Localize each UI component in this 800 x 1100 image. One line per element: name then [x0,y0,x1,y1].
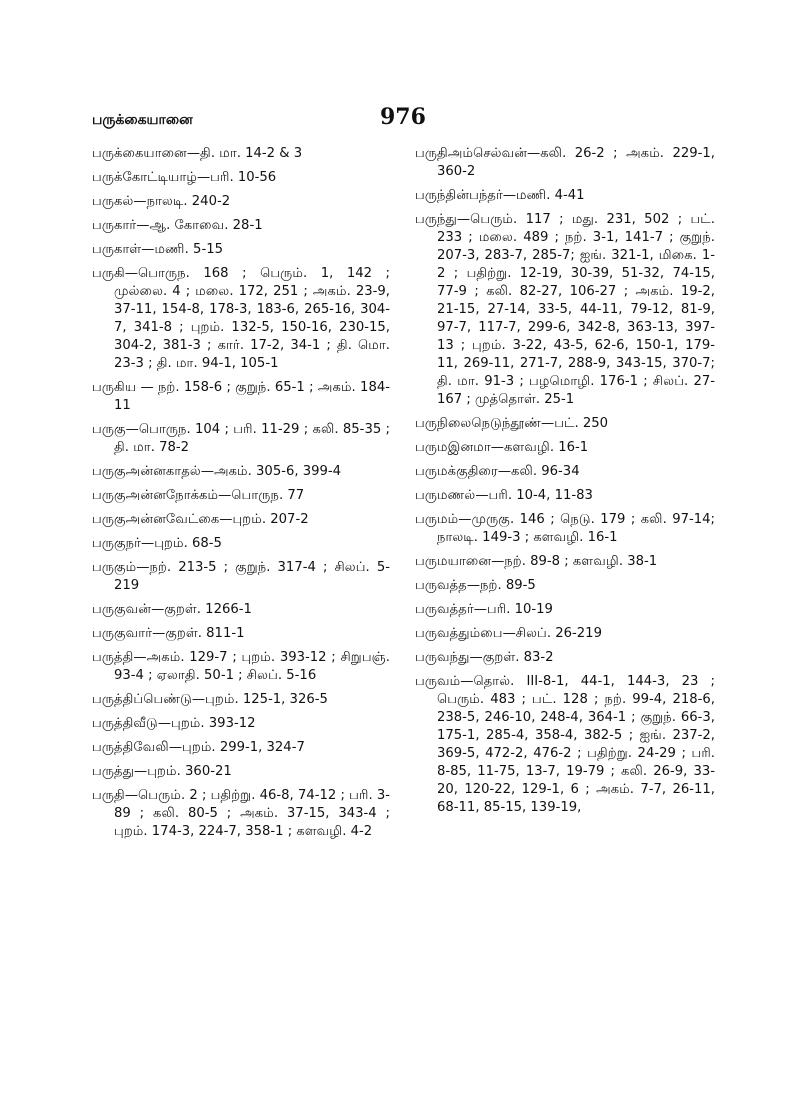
index-entry: பருக்கோட்டியாழ்—பரி. 10-56 [92,170,277,185]
index-entry: பருதிஅம்செல்வன்—கலி. 26-2 ; அகம். 229-1, 360-2 [415,146,715,179]
index-entry: பருந்து—பெரும். 117 ; மது. 231, 502 ; பட். 233 ; மலை. 489 ; நற். 3-1, 141-7 ; குறுந். 207-3, 283-7, 285-7; ஐங். 321-1, மிகை. 1-2 ; பதிற்று. 12-19, 30-39, 51-32, 74-15, 77-9 ; கலி. 82-27, 106-27 ; அகம். 19-2, 21-15, 27-14, 33-5, 44-11, 79-12, 81-9, 97-7, 117-7, 299-6, 342-8, 363-13, 397-13 ; புறம். 3-22, 43-5, 62-6, 150-1, 179-11, 269-11, 271-7, 288-9, 343-15, 370-7; தி. மா. 91-3 ; பழமொழி. 176-1 ; சிலப். 27-167 ; முத்தொள். 25-1 [415,212,715,407]
index-entry: பருநிலைநெடுந்தூண்—பட். 250 [415,416,609,431]
index-entry: பருவம்—தொல். III-8-1, 44-1, 144-3, 23 ; பெரும். 483 ; பட். 128 ; நற். 99-4, 218-6, 238-5, 246-10, 248-4, 364-1 ; குறுந். 66-3, 175-1, 285-4, 358-4, 382-5 ; ஐங். 237-2, 369-5, 472-2, 476-2 ; பதிற்று. 24-29 ; பரி. 8-85, 11-75, 13-7, 19-79 ; கலி. 26-9, 33-20, 120-22, 129-1, 6 ; அகம். 7-7, 26-11, 68-11, 85-15, 139-19, [415,674,715,815]
page-number: 976 [380,104,426,130]
index-entry: பருந்தின்பந்தர்—மணி. 4-41 [415,188,585,203]
index-entry: பருகுவன்—குறள். 1266-1 [92,602,252,617]
index-entry: பருகும்—நற். 213-5 ; குறுந். 317-4 ; சிலப். 5-219 [92,560,390,593]
right-column [415,145,715,823]
index-entry: பருமக்குதிரை—கலி. 96-34 [415,464,580,479]
index-entry: பருமயானை—நற். 89-8 ; களவழி. 38-1 [415,554,658,569]
index-entry: பருத்திப்பெண்டு—புறம். 125-1, 326-5 [92,692,328,707]
index-entry: பருத்தி—அகம். 129-7 ; புறம். 393-12 ; சிறுபஞ். 93-4 ; ஏலாதி. 50-1 ; சிலப். 5-16 [92,650,390,683]
index-entry: பருமஇனமா—களவழி. 16-1 [415,440,589,455]
index-entry: பருமம்—முருகு. 146 ; நெடு. 179 ; கலி. 97-14; நாலடி. 149-3 ; களவழி. 16-1 [415,512,715,545]
index-entry: பருகுநர்—புறம். 68-5 [92,536,222,551]
index-entry: பருகல்—நாலடி. 240-2 [92,194,231,209]
index-entry: பருகுஅன்னகாதல்—அகம். 305-6, 399-4 [92,464,342,479]
index-entry: பருகு—பொருந. 104 ; பரி. 11-29 ; கலி. 85-35 ; தி. மா. 78-2 [92,422,390,455]
index-entry: பருவத்தர்—பரி. 10-19 [415,602,553,617]
index-entry: பருகாள்—மணி. 5-15 [92,242,223,257]
index-entry: பருக்கையானை—தி. மா. 14-2 & 3 [92,146,303,161]
index-entry: பருவத்த—நற். 89-5 [415,578,536,593]
index-entry: பருமணல்—பரி. 10-4, 11-83 [415,488,593,503]
index-entry: பருகுஅன்னநோக்கம்—பொருந. 77 [92,488,305,503]
running-head: பருக்கையானை [92,112,193,128]
index-entry: பருத்திவீடு—புறம். 393-12 [92,716,256,731]
index-entry: பருத்திவேலி—புறம். 299-1, 324-7 [92,740,305,755]
index-entry: பருகார்—ஆ. கோவை. 28-1 [92,218,263,233]
index-entry: பருத்து—புறம். 360-21 [92,764,232,779]
index-entry: பருகுவார்—குறள். 811-1 [92,626,245,641]
index-entry: பருவந்து—குறள். 83-2 [415,650,554,665]
index-entry: பருகி—பொருந. 168 ; பெரும். 1, 142 ; முல்லை. 4 ; மலை. 172, 251 ; அகம். 23-9, 37-11, 154-8, 178-3, 183-6, 265-16, 304-7, 341-8 ; புறம். 132-5, 150-16, 230-15, 304-2, 381-3 ; கார். 17-2, 34-1 ; தி. மொ. 23-3 ; தி. மா. 94-1, 105-1 [92,266,390,371]
index-entry: பருதி—பெரும். 2 ; பதிற்று. 46-8, 74-12 ; பரி. 3-89 ; கலி. 80-5 ; அகம். 37-15, 343-4 ; புறம். 174-3, 224-7, 358-1 ; களவழி. 4-2 [92,788,390,839]
index-entry: பருகிய — நற். 158-6 ; குறுந். 65-1 ; அகம். 184-11 [92,380,390,413]
index-entry: பருகுஅன்னவேட்கை—புறம். 207-2 [92,512,309,527]
index-entry: பருவத்தும்பை—சிலப். 26-219 [415,626,602,641]
left-column [92,145,390,847]
